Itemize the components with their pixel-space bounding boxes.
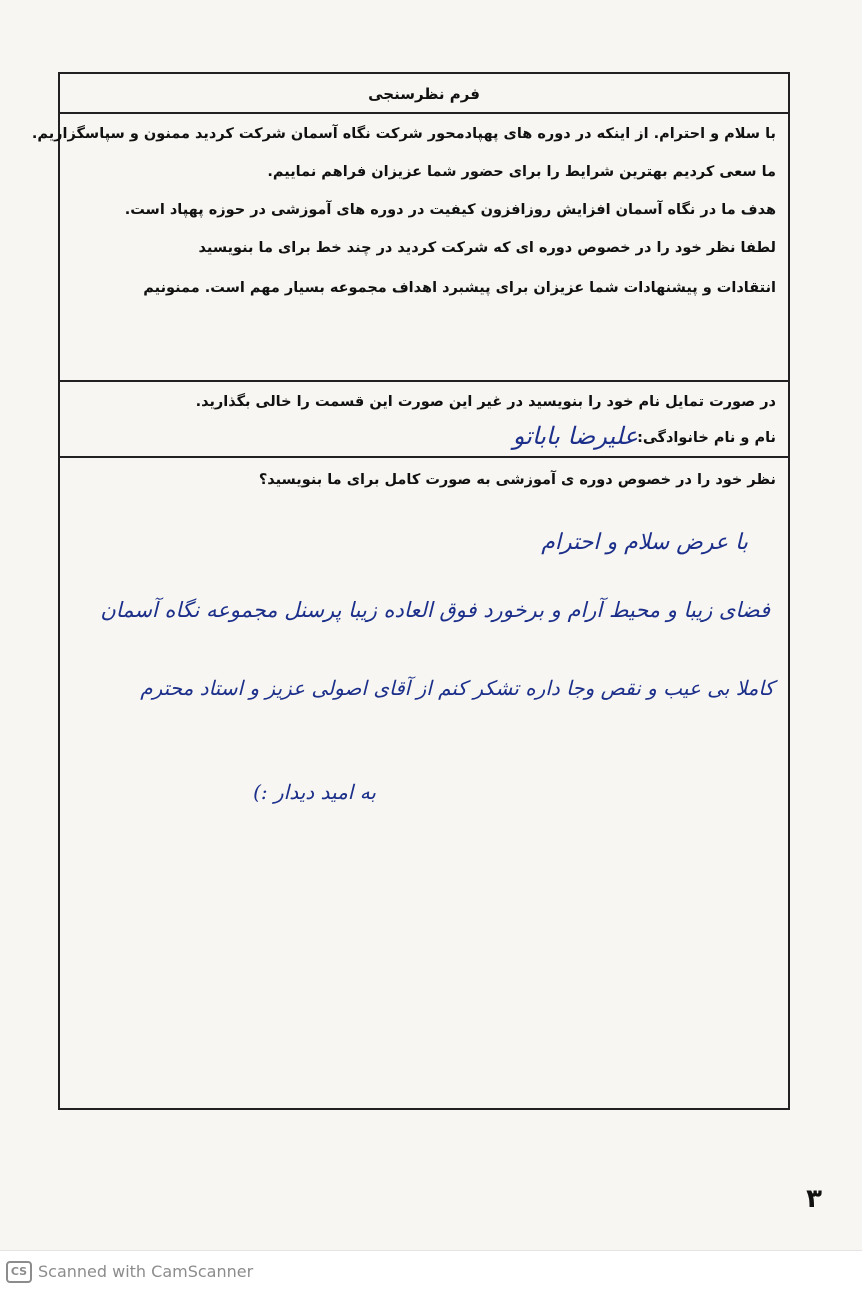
comment-section <box>60 458 788 1108</box>
intro-line: هدف ما در نگاه آسمان افزایش روزافزون کیفیت در دوره های آموزشی در حوزه پهپاد است. <box>124 202 776 218</box>
intro-line: انتقادات و پیشنهادات شما عزیزان برای پیشبرد اهداف مجموعه بسیار مهم است. ممنونیم <box>143 280 776 296</box>
survey-form <box>31 72 790 1110</box>
comment-handwritten-line: کاملا بی عیب و نقص وجا داره تشکر کنم از آقای اصولی عزیز و استاد محترم <box>140 676 774 700</box>
camscanner-footer <box>0 1250 862 1292</box>
form-title: فرم نظرسنجی <box>368 85 480 103</box>
comment-handwritten-line: با عرض سلام و احترام <box>541 530 748 555</box>
comment-question: نظر خود را در خصوص دوره ی آموزشی به صورت کامل برای ما بنویسید؟ <box>258 472 776 488</box>
intro-section <box>31 114 788 382</box>
name-instruction: در صورت تمایل نام خود را بنویسید در غیر این صورت این قسمت را خالی بگذارید. <box>195 394 776 410</box>
page-number: ۳ <box>806 1184 822 1214</box>
comment-handwritten-line: فضای زیبا و محیط آرام و برخورد فوق العاده زیبا پرسنل مجموعه نگاه آسمان <box>100 598 770 622</box>
comment-handwritten-line: به امید دیدار :) <box>253 780 376 804</box>
name-section <box>60 382 788 458</box>
intro-line: ما سعی کردیم بهترین شرایط را برای حضور شما عزیزان فراهم نماییم. <box>267 164 776 180</box>
name-label: نام و نام خانوادگی: <box>637 430 776 446</box>
footer-text: Scanned with CamScanner <box>38 1262 254 1281</box>
intro-line: با سلام و احترام. از اینکه در دوره های پهپادمحور شرکت نگاه آسمان شرکت کردید ممنون و سپاسگزاریم. <box>31 126 776 142</box>
camscanner-logo-icon: CS <box>6 1261 32 1283</box>
name-handwritten: علیرضا باباتو <box>512 422 638 450</box>
form-title-row <box>60 74 788 114</box>
intro-line: لطفا نظر خود را در خصوص دوره ای که شرکت کردید در چند خط برای ما بنویسید <box>198 240 776 256</box>
